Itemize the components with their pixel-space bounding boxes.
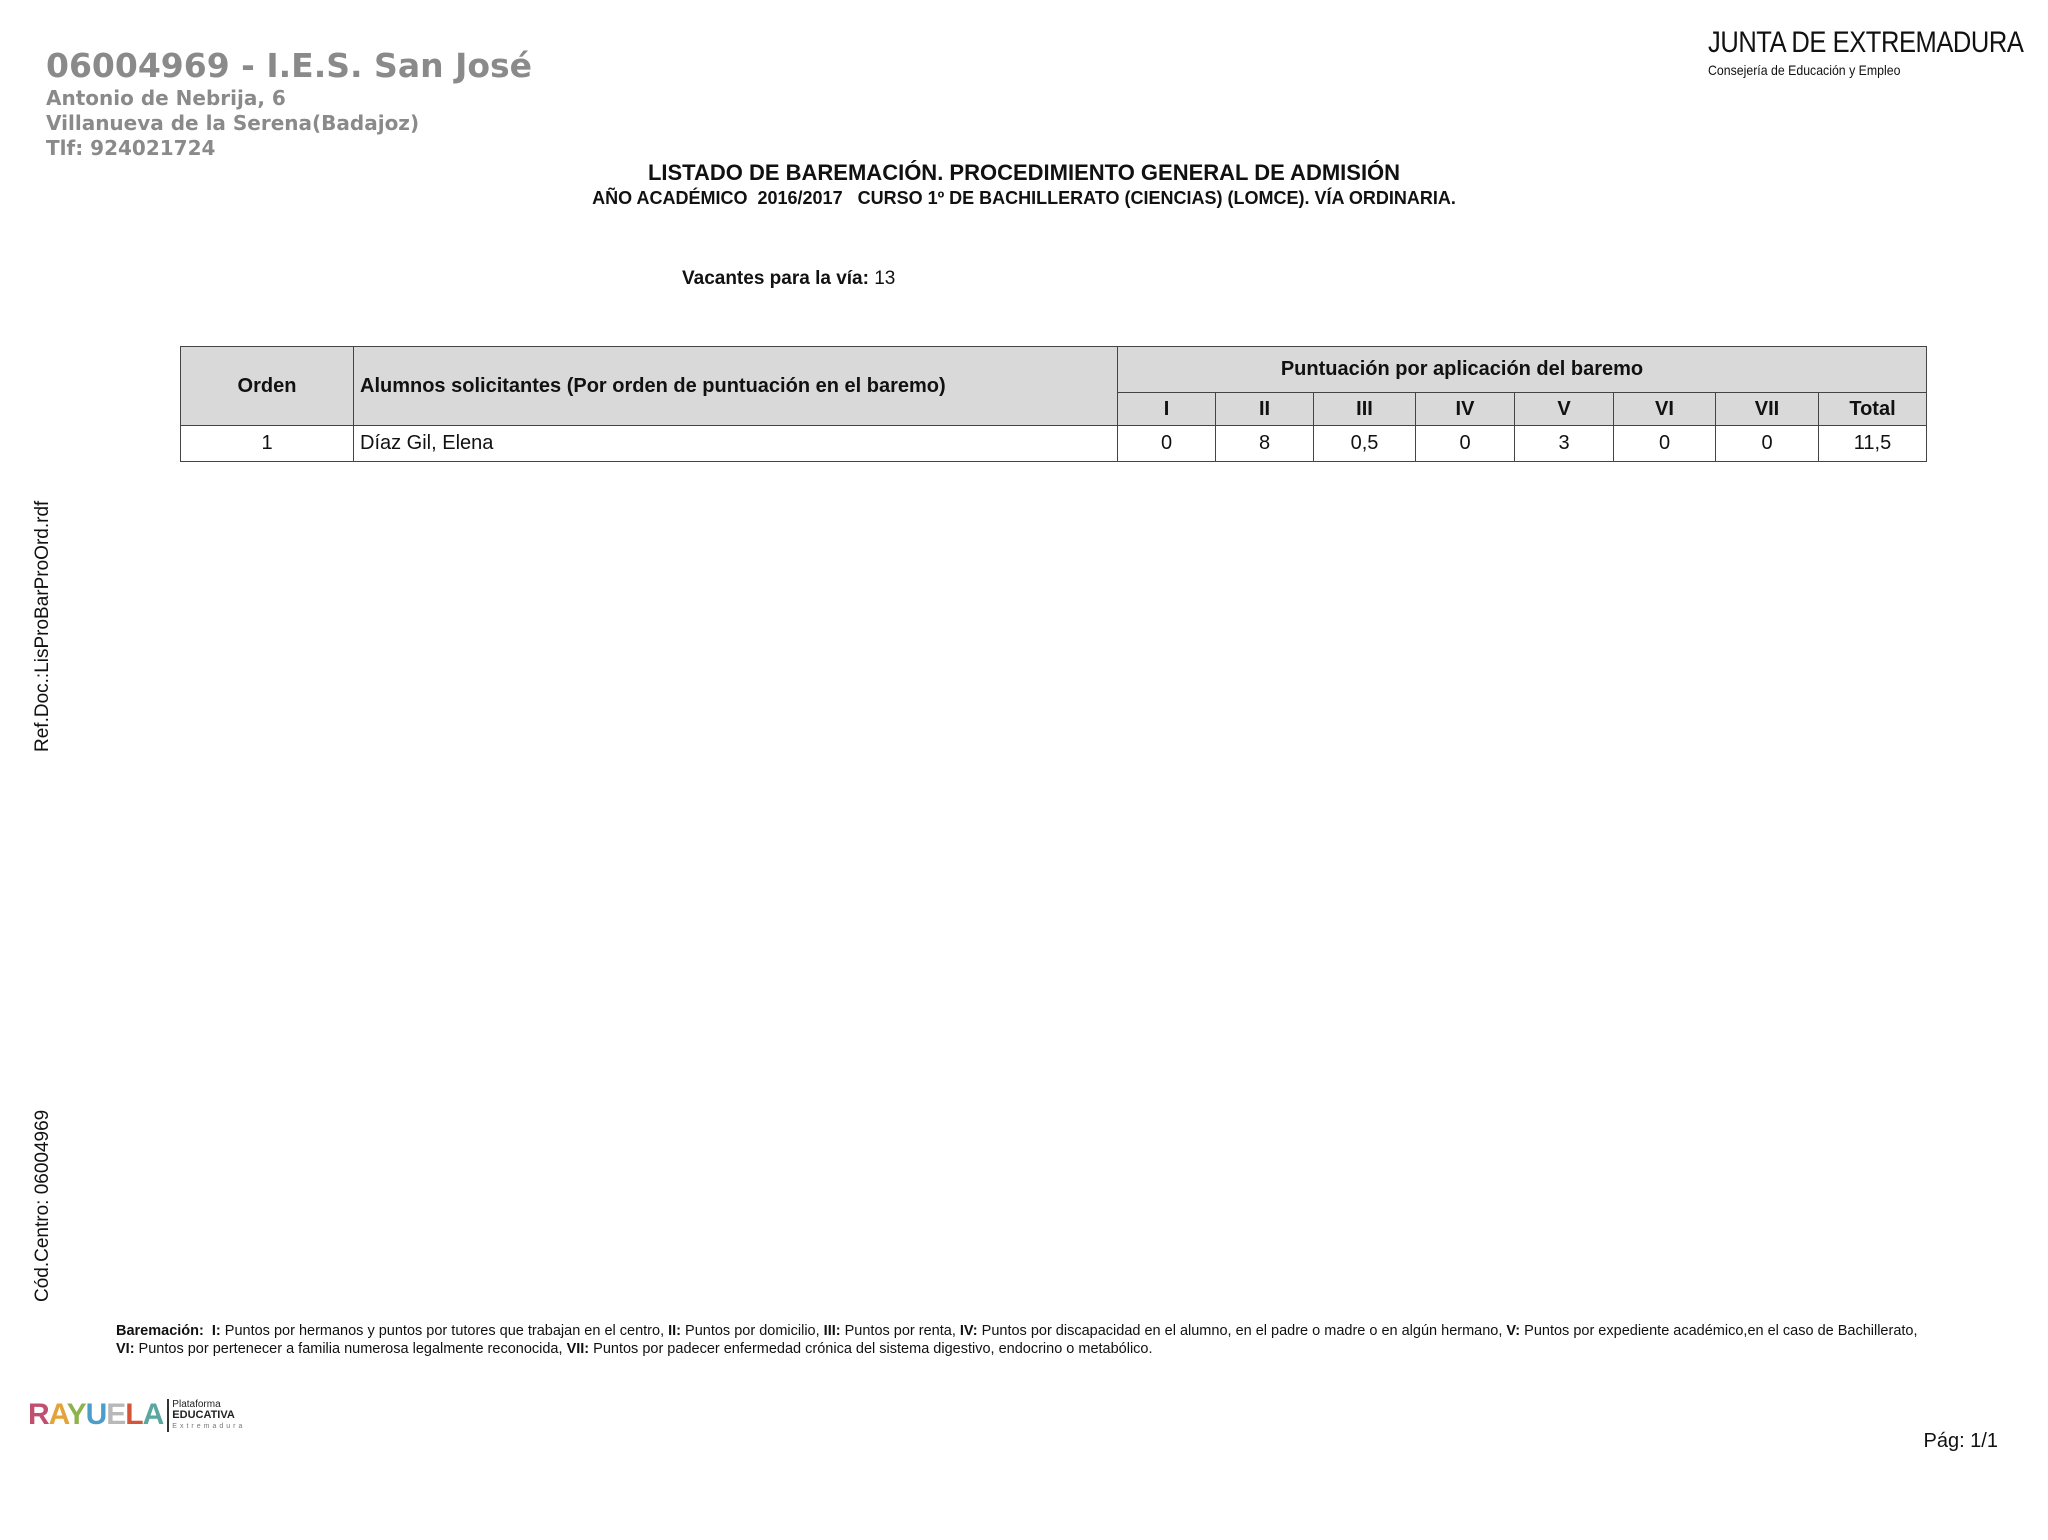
vacantes (682, 268, 895, 290)
row-score-vii: 0 (1716, 426, 1819, 462)
header-col-i: I (1118, 393, 1216, 426)
school-header (46, 46, 532, 161)
legend-text-iv: Puntos por discapacidad en el alumno, en el padre o madre o en algún hermano, (977, 1323, 1507, 1339)
legend-label: Baremación: (116, 1323, 204, 1339)
row-score-v: 3 (1515, 426, 1614, 462)
side-cod-centro: Cód.Centro: 06004969 (32, 1109, 53, 1302)
legend-text-vi: Puntos por pertenecer a familia numerosa legalmente reconocida, (134, 1341, 567, 1357)
legend-key-vii: VII: (566, 1341, 590, 1357)
legend-text-i: Puntos por hermanos y puntos por tutores que trabajan en el centro, (220, 1323, 669, 1339)
table-row (181, 426, 1927, 462)
legend-key-vi: VI: (116, 1341, 135, 1357)
legend-key-i: I: (211, 1323, 221, 1339)
junta-logo-sub: Consejería de Educación y Empleo (1708, 62, 1901, 78)
junta-logo (1708, 26, 2024, 78)
legend-text-ii: Puntos por domicilio, (681, 1323, 824, 1339)
row-name: Díaz Gil, Elena (354, 426, 1118, 462)
baremacion-legend (116, 1322, 1936, 1358)
row-score-iii: 0,5 (1314, 426, 1416, 462)
header-group: Puntuación por aplicación del baremo (1118, 347, 1927, 393)
document-subtitle: AÑO ACADÉMICO 2016/2017 CURSO 1º DE BACHILLERATO (CIENCIAS) (LOMCE). VÍA ORDINARIA. (592, 188, 1456, 208)
rayuela-logo-caption (167, 1399, 245, 1432)
rayuela-educativa: EDUCATIVA (172, 1408, 235, 1421)
legend-key-iii: III: (823, 1323, 841, 1339)
row-score-ii: 8 (1216, 426, 1314, 462)
rayuela-plataforma: Plataforma (172, 1398, 221, 1410)
legend-key-ii: II: (668, 1323, 682, 1339)
school-name: 06004969 - I.E.S. San José (46, 46, 533, 85)
row-score-total: 11,5 (1819, 426, 1927, 462)
row-score-iv: 0 (1416, 426, 1515, 462)
school-address: Antonio de Nebrija, 6 (46, 86, 286, 110)
header-col-vi: VI (1614, 393, 1716, 426)
vacantes-value: 13 (874, 268, 896, 289)
baremo-table (180, 346, 1927, 462)
header-orden: Orden (181, 347, 354, 426)
rayuela-logo-word: RAYUELA (28, 1398, 164, 1431)
school-city: Villanueva de la Serena(Badajoz) (46, 111, 420, 135)
header-col-iv: IV (1416, 393, 1515, 426)
side-ref-doc: Ref.Doc.:LisProBarProOrd.rdf (32, 500, 53, 752)
header-col-v: V (1515, 393, 1614, 426)
header-students: Alumnos solicitantes (Por orden de puntuación en el baremo) (354, 347, 1118, 426)
vacantes-label: Vacantes para la vía: (682, 268, 869, 289)
row-score-vi: 0 (1614, 426, 1716, 462)
school-phone: Tlf: 924021724 (46, 136, 216, 160)
legend-text-iii: Puntos por renta, (840, 1323, 960, 1339)
document-title: LISTADO DE BAREMACIÓN. PROCEDIMIENTO GENERAL DE ADMISIÓN (647, 160, 1401, 185)
legend-text-vii: Puntos por padecer enfermedad crónica del sistema digestivo, endocrino o metabólico. (589, 1341, 1153, 1357)
legend-key-v: V: (1506, 1323, 1521, 1339)
header-col-total: Total (1819, 393, 1927, 426)
rayuela-region: Extremadura (172, 1422, 246, 1430)
header-col-ii: II (1216, 393, 1314, 426)
header-col-iii: III (1314, 393, 1416, 426)
rayuela-logo (28, 1398, 245, 1432)
header-col-vii: VII (1716, 393, 1819, 426)
legend-key-iv: IV: (959, 1323, 978, 1339)
row-score-i: 0 (1118, 426, 1216, 462)
page-number: Pág: 1/1 (1923, 1430, 1998, 1452)
junta-logo-main: JUNTA DE EXTREMADURA (1708, 26, 2024, 59)
legend-text-v: Puntos por expediente académico,en el caso de Bachillerato, (1520, 1323, 1918, 1339)
row-orden: 1 (181, 426, 354, 462)
